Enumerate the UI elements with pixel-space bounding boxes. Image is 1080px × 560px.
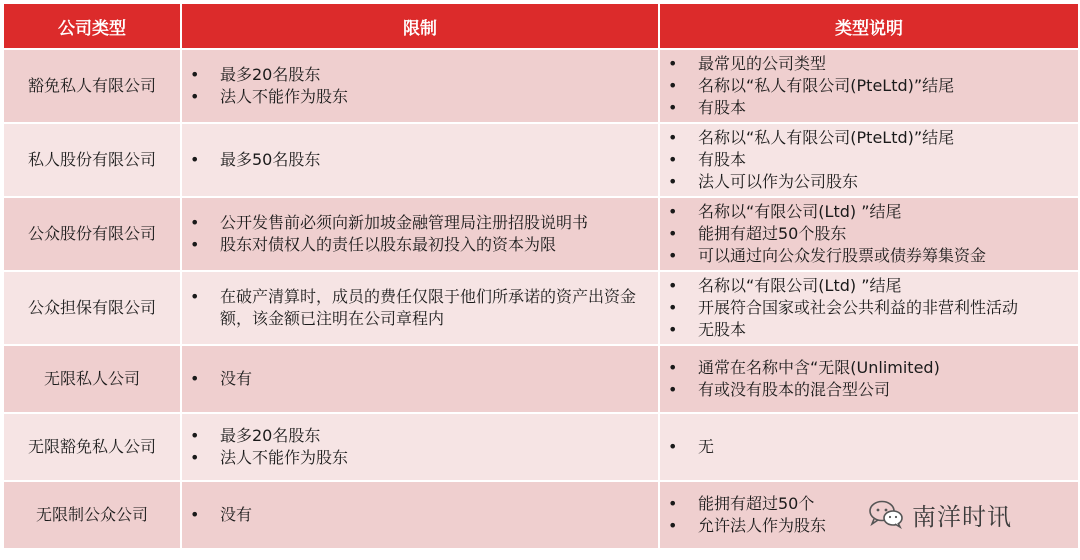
restrictions-list [190, 504, 658, 526]
list-item: • 开展符合国家或社会公共利益的非营利性活动 [668, 297, 1078, 319]
list-item: • 有或没有股本的混合型公司 [668, 379, 1078, 401]
wechat-icon [868, 499, 904, 529]
table-row [4, 50, 1078, 122]
description-cell [660, 198, 1078, 270]
restrictions-cell [182, 50, 658, 122]
header-restrictions: 限制 [182, 4, 658, 48]
header-company-type: 公司类型 [4, 4, 180, 48]
list-item: • 有股本 [668, 97, 1078, 119]
description-list [668, 201, 1078, 267]
header-row [4, 4, 1078, 48]
list-item: • 最多20名股东 [190, 64, 658, 86]
list-item: • 没有 [190, 504, 658, 526]
description-list [668, 436, 1078, 458]
restrictions-list [190, 64, 658, 108]
restrictions-cell [182, 124, 658, 196]
table-row [4, 414, 1078, 480]
list-item: • 能拥有超过50个 [668, 493, 1078, 515]
company-type-cell: 无限制公众公司 [4, 482, 180, 548]
company-types-table [2, 2, 1080, 550]
description-list [668, 127, 1078, 193]
table-row [4, 124, 1078, 196]
list-item: • 有股本 [668, 149, 1078, 171]
description-list [668, 275, 1078, 341]
description-cell [660, 124, 1078, 196]
list-item: • 名称以“私人有限公司(PteLtd)”结尾 [668, 75, 1078, 97]
list-item: • 最多50名股东 [190, 149, 658, 171]
list-item: • 公开发售前必须向新加坡金融管理局注册招股说明书 [190, 212, 658, 234]
description-cell [660, 50, 1078, 122]
restrictions-cell [182, 346, 658, 412]
company-type-cell: 豁免私人有限公司 [4, 50, 180, 122]
description-list [668, 357, 1078, 401]
list-item: • 名称以“私人有限公司(PteLtd)”结尾 [668, 127, 1078, 149]
watermark-text: 南洋时讯 [912, 502, 1012, 531]
description-cell [660, 272, 1078, 344]
list-item: • 法人不能作为股东 [190, 447, 658, 469]
list-item: • 允许法人作为股东 [668, 515, 1078, 537]
list-item: • 最常见的公司类型 [668, 53, 1078, 75]
list-item: • 股东对债权人的责任以股东最初投入的资本为限 [190, 234, 658, 256]
company-type-cell: 私人股份有限公司 [4, 124, 180, 196]
list-item: • 名称以“有限公司(Ltd) ”结尾 [668, 201, 1078, 223]
list-item: • 没有 [190, 368, 658, 390]
list-item: • 无 [668, 436, 1078, 458]
company-type-cell: 公众股份有限公司 [4, 198, 180, 270]
list-item: • 可以通过向公众发行股票或债券筹集资金 [668, 245, 1078, 267]
description-cell [660, 414, 1078, 480]
description-cell [660, 346, 1078, 412]
watermark [868, 494, 1068, 534]
restrictions-cell [182, 272, 658, 344]
table-row [4, 346, 1078, 412]
list-item: • 在破产清算时，成员的费任仅限于他们所承诺的资产出资金额，该金额已注明在公司章程内 [190, 286, 658, 330]
list-item: • 通常在名称中含“无限(Unlimited) [668, 357, 1078, 379]
restrictions-list [190, 212, 658, 256]
restrictions-list [190, 425, 658, 469]
restrictions-list [190, 368, 658, 390]
company-type-cell: 公众担保有限公司 [4, 272, 180, 344]
restrictions-cell [182, 198, 658, 270]
header-description: 类型说明 [660, 4, 1078, 48]
table-row [4, 198, 1078, 270]
company-type-cell: 无限私人公司 [4, 346, 180, 412]
list-item: • 能拥有超过50个股东 [668, 223, 1078, 245]
restrictions-cell [182, 482, 658, 548]
company-type-cell: 无限豁免私人公司 [4, 414, 180, 480]
list-item: • 法人可以作为公司股东 [668, 171, 1078, 193]
list-item: • 法人不能作为股东 [190, 86, 658, 108]
restrictions-cell [182, 414, 658, 480]
table-row [4, 272, 1078, 344]
list-item: • 名称以“有限公司(Ltd) ”结尾 [668, 275, 1078, 297]
restrictions-list [190, 286, 658, 330]
restrictions-list [190, 149, 658, 171]
list-item: • 最多20名股东 [190, 425, 658, 447]
description-list [668, 53, 1078, 119]
list-item: • 无股本 [668, 319, 1078, 341]
